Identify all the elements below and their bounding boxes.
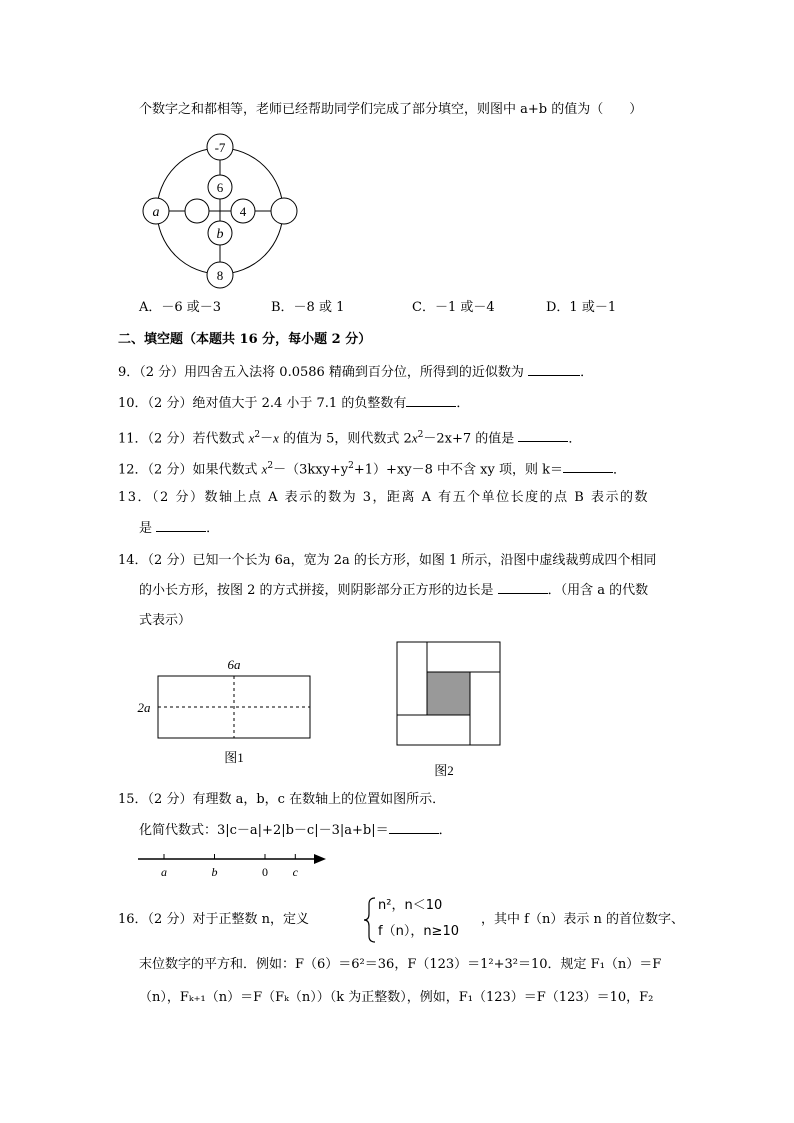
- axis-label-b: b: [211, 865, 218, 879]
- axis-label-a: a: [161, 865, 167, 879]
- diagram-top: -7: [214, 140, 226, 155]
- q11-text-b: 的值为 5，则代数式 2: [278, 431, 412, 447]
- q10-text: 10．（2 分）绝对值大于 2.4 小于 7.1 的负整数有: [118, 396, 407, 411]
- diagram-inner-right: 4: [239, 204, 247, 219]
- option-b: B．－8 或 1: [271, 300, 345, 315]
- q12: 12．（2 分）如果代数式 $x^2-(3kxy+y^2+1)+xy-8$ 中不含 xy 项，则 k＝ ．: [118, 461, 626, 478]
- q12-blank: [563, 460, 613, 473]
- q15-line1: 15．（2 分）有理数 a，b，c 在数轴上的位置如图所示．: [118, 792, 446, 807]
- fig1-top-label: 6a: [227, 657, 241, 672]
- q16-brace: [363, 896, 377, 944]
- q14-line2: [139, 581, 648, 601]
- q9-blank: [528, 363, 580, 376]
- q12-text-b: －（3kxy+y: [273, 462, 349, 478]
- q16-line1a: 16．（2 分）对于正整数 n，定义: [118, 912, 309, 927]
- q9-text: 9．（2 分）用四舍五入法将 0.0586 精确到百分位，所得到的近似数为: [118, 365, 529, 380]
- fig2-caption: 图2: [434, 763, 454, 778]
- q11-text-a: 11．（2 分）若代数式: [118, 431, 249, 447]
- number-line: [130, 848, 340, 882]
- q15-line2: 化简代数式：3|c－a|+2|b－c|－3|a+b|＝ ．: [139, 823, 452, 838]
- diagram-bottom: 8: [216, 268, 224, 283]
- q8-text: 个数字之和都相等，老师已经帮助同学们完成了部分填空，则图中 a+b 的值为（ ）: [139, 102, 643, 117]
- q15-text: 化简代数式：3|c－a|+2|b－c|－3|a+b|＝: [139, 823, 389, 838]
- q11-text-c: －2x+7 的值是: [423, 431, 519, 447]
- diagram-left: a: [152, 205, 160, 220]
- q15-blank: [389, 821, 439, 834]
- q11: 11．（2 分）若代数式 $x^2-x$ 的值为 5，则代数式 $2x^2-2x+7$ 的值是 ．: [118, 430, 582, 447]
- fig1-side-label: 2a: [137, 700, 151, 715]
- diagram-inner-bottom: b: [216, 227, 224, 242]
- section-title: 二、填空题（本题共 16 分，每小题 2 分）: [118, 332, 372, 347]
- q10: 10．（2 分）绝对值大于 2.4 小于 7.1 的负整数有 ．: [118, 396, 470, 411]
- q16-line2: 末位数字的平方和．例如：F（6）＝6²＝36，F（123）＝1²+3²＝10．规定 F₁（n）＝F: [139, 957, 662, 972]
- q16-piece2: f（n），n≥10: [378, 924, 459, 939]
- option-d: D．1 或－1: [546, 300, 617, 315]
- q16-piece1: n²，n＜10: [378, 898, 443, 913]
- q8-circle-diagram: [130, 128, 310, 293]
- axis-label-zero: 0: [262, 865, 268, 879]
- diagram-inner-top: 6: [216, 180, 224, 195]
- option-a: A．－6 或－3: [139, 300, 222, 315]
- q11-blank: [518, 429, 568, 442]
- q14-line1: 14．（2 分）已知一个长为 6a，宽为 2a 的长方形，如图 1 所示，沿图中虚线裁剪成四个相同: [118, 553, 657, 568]
- q14-blank: [498, 581, 548, 594]
- q13-line1: 13．（2 分）数轴上点 A 表示的数为 3，距离 A 有五个单位长度的点 B 表示的数: [118, 490, 649, 505]
- q16-line3: （n），Fₖ₊₁（n）＝F（Fₖ（n））（k 为正整数），例如，F₁（123）＝F（123）＝10，F₂: [139, 990, 654, 1005]
- figure-2: [390, 636, 510, 786]
- q9: 9．（2 分）用四舍五入法将 0.0586 精确到百分位，所得到的近似数为 ．: [118, 365, 594, 380]
- option-c: C．－1 或－4: [412, 300, 495, 315]
- q10-blank: [406, 394, 456, 407]
- q14-line3: 式表示）: [139, 613, 192, 628]
- q16-line1b: ，其中 f（n）表示 n 的首位数字、: [481, 912, 684, 927]
- q13-line2: 是 ．: [139, 521, 220, 536]
- figure-1: [130, 652, 330, 772]
- q13-text: 是: [139, 521, 157, 536]
- q13-blank: [156, 519, 206, 532]
- axis-label-c: c: [292, 865, 298, 879]
- q14-text-b: ．（用含 a 的代数: [547, 583, 649, 598]
- q12-text-a: 12．（2 分）如果代数式: [118, 462, 262, 478]
- fig1-caption: 图1: [224, 750, 244, 765]
- q12-text-c: +1）+xy－8 中不含 xy 项，则 k＝: [353, 462, 563, 478]
- q14-text: 的小长方形，按图 2 的方式拼接，则阴影部分正方形的边长是: [139, 583, 498, 598]
